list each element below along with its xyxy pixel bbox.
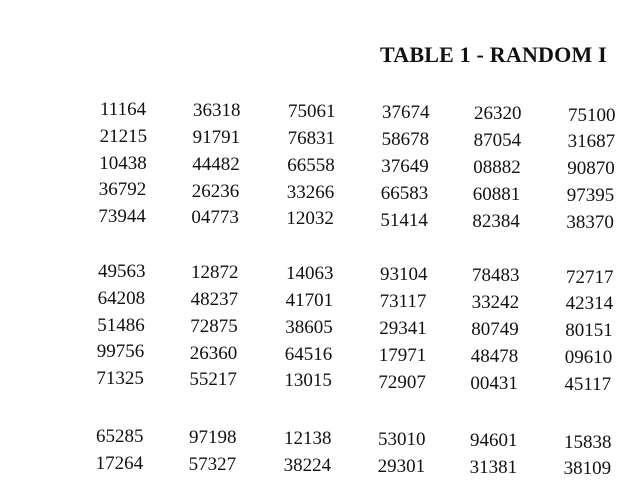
table-cell: 58678 (381, 129, 430, 151)
table-cell: 91791 (192, 126, 241, 148)
table-cell: 82384 (472, 210, 520, 232)
table-cell: 48237 (190, 288, 239, 310)
table-title: TABLE 1 - RANDOM I (380, 42, 607, 67)
table-cell: 78483 (472, 265, 520, 287)
table-cell: 80151 (565, 320, 613, 342)
table-cell: 72717 (566, 266, 614, 288)
table-cell: 37649 (381, 155, 429, 177)
table-cell: 26320 (474, 103, 522, 125)
table-cell: 33266 (286, 181, 335, 203)
table-cell: 90870 (567, 158, 615, 180)
table-cell: 51486 (97, 314, 145, 336)
table-cell: 73944 (98, 206, 146, 228)
table-cell: 66558 (287, 154, 335, 176)
table-cell: 10438 (99, 152, 147, 174)
table-cell: 26236 (191, 180, 240, 202)
table-cell: 72907 (378, 371, 426, 393)
table-cell: 72875 (190, 315, 238, 337)
table-cell: 00431 (470, 372, 518, 394)
table-cell: 14063 (286, 263, 334, 285)
table-cell: 51414 (380, 209, 428, 231)
table-cell: 45117 (564, 373, 612, 395)
table-cell: 38605 (285, 316, 333, 338)
table-cell: 31381 (469, 457, 518, 479)
table-cell: 12138 (284, 428, 332, 450)
table-cell: 99756 (96, 341, 145, 363)
table-cell: 29341 (379, 317, 427, 339)
table-cell: 73117 (379, 291, 427, 313)
table-cell: 60881 (472, 183, 521, 205)
table-cell: 44482 (192, 153, 240, 175)
table-cell: 12872 (191, 262, 239, 284)
table-cell: 38224 (283, 455, 332, 476)
table-cell: 21215 (99, 125, 148, 147)
table-cell: 33242 (471, 292, 520, 314)
table-cell: 15838 (564, 431, 612, 453)
table-cell: 55217 (189, 369, 237, 391)
table-cell: 26360 (189, 342, 238, 364)
table-cell: 64516 (284, 343, 333, 365)
table-cell: 37674 (382, 102, 430, 124)
table-cell: 65285 (96, 426, 144, 447)
table-cell: 36318 (193, 100, 241, 122)
table-cell: 08882 (473, 157, 521, 178)
table-cell: 75100 (568, 104, 616, 126)
table-cell: 71325 (96, 368, 144, 390)
table-cell: 76831 (287, 128, 336, 149)
table-cell: 13015 (284, 370, 332, 392)
table-cell: 38109 (563, 458, 612, 480)
table-cell: 31687 (567, 131, 616, 153)
table-cell: 12032 (286, 208, 334, 230)
table-cell: 11164 (100, 99, 147, 120)
table-cell: 64208 (97, 287, 146, 309)
table-cell: 93104 (380, 264, 428, 286)
table-cell: 87054 (473, 130, 522, 152)
table-cell: 97198 (189, 427, 237, 449)
table-cell: 94601 (470, 430, 518, 452)
table-cell: 49563 (98, 261, 146, 282)
table-cell: 57327 (188, 453, 237, 475)
table-cell: 53010 (378, 429, 426, 451)
table-cell: 09610 (564, 346, 613, 368)
table-cell: 48478 (470, 345, 519, 367)
table-cell: 80749 (471, 319, 519, 340)
table-cell: 75061 (288, 101, 336, 123)
table-cell: 17971 (378, 344, 427, 366)
table-cell: 38370 (566, 211, 614, 233)
table-cell: 66583 (380, 182, 429, 204)
table-cell: 04773 (191, 207, 239, 229)
table-cell: 17264 (95, 452, 144, 474)
table-cell: 97395 (566, 184, 615, 206)
table-cell: 41701 (285, 290, 334, 311)
table-cell: 29301 (377, 456, 426, 478)
table-cell: 36792 (98, 179, 147, 201)
table-cell: 42314 (565, 293, 614, 315)
